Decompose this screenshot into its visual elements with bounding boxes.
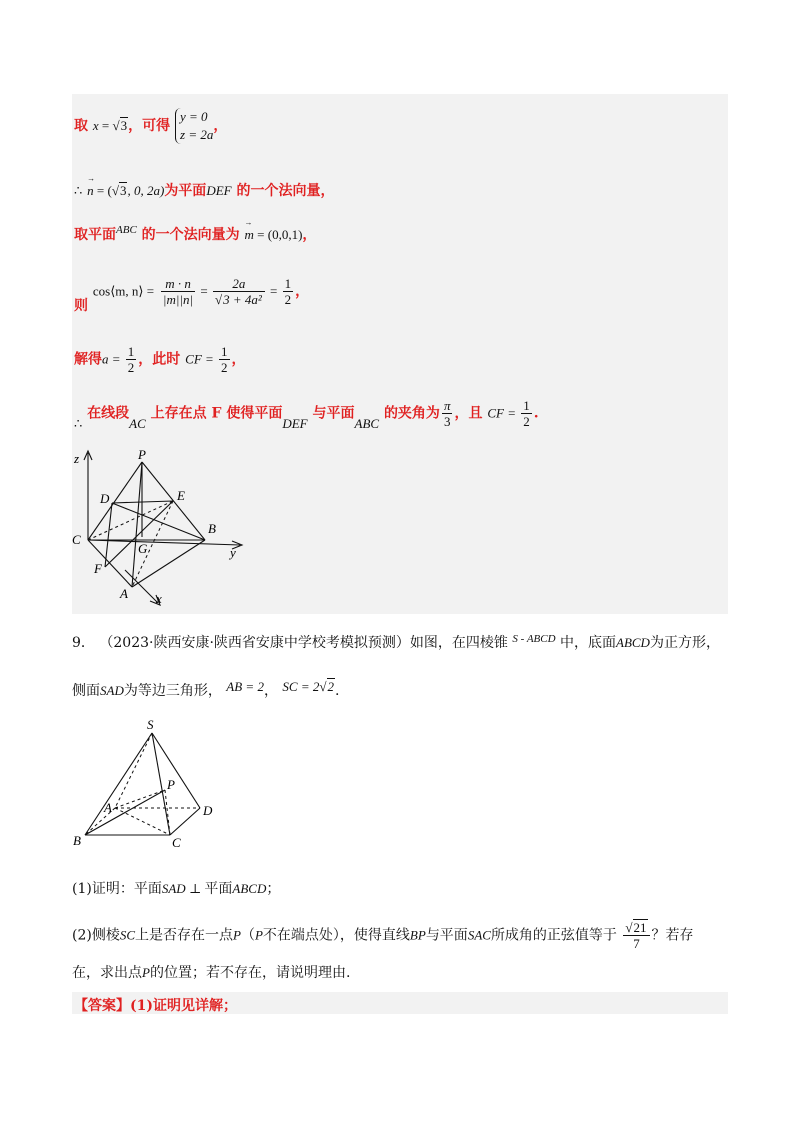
math-eq: =: [197, 283, 211, 299]
fraction-2a: $\frac{2a}{\text{√3 + 4a²}}$: [213, 276, 265, 307]
segment-ac: AC: [129, 415, 146, 431]
text: (2)侧棱: [72, 927, 120, 944]
solution-line-6: [74, 398, 539, 429]
problem-9-line-2: [72, 680, 339, 700]
plane-abc: ABC: [354, 415, 380, 431]
math-cos: cos⟨m, n⟩ =: [92, 283, 155, 299]
text: 与平面: [312, 405, 355, 422]
text: ；: [266, 881, 281, 897]
text: 的一个法向量为: [141, 227, 240, 243]
text: 为平面: [164, 183, 207, 199]
therefore-symbol: ∴: [74, 183, 83, 198]
text: ，可得: [128, 118, 171, 134]
text: ，: [302, 227, 317, 243]
math-x: x: [92, 118, 99, 133]
math-ab: AB = 2: [226, 679, 264, 694]
plane-sad: SAD: [161, 881, 186, 896]
solution-line-3: [74, 224, 316, 244]
fraction-sqrt21-7: $\frac{√21}{7}$: [623, 920, 649, 951]
base-name: ABCD: [616, 635, 650, 650]
math-rest: , 0, 2a): [127, 183, 165, 198]
text: ，: [213, 118, 228, 134]
label-y: y: [230, 545, 236, 560]
plane-def: DEF: [282, 415, 308, 431]
math-eq: = (: [93, 183, 112, 198]
label-p: P: [167, 777, 175, 792]
figure-2-pyramid: [70, 715, 240, 850]
line-bp: BP: [409, 927, 426, 943]
plane-def: DEF: [206, 183, 232, 198]
text: ，且: [454, 405, 483, 422]
solution-line-4: [74, 276, 310, 314]
label-a: A: [120, 586, 128, 601]
fraction-dot-product: $\frac{m \cdot n}{|m||n|}$: [162, 276, 194, 307]
vector-m: → m: [245, 227, 254, 243]
text: ，: [231, 351, 246, 368]
label-d: D: [203, 803, 213, 818]
fraction-half: $\frac{1}{2}$: [221, 344, 228, 375]
text: (1)证明：平面: [72, 881, 162, 897]
text: 解得: [74, 351, 102, 368]
label-e: E: [177, 488, 185, 503]
text: 上是否存在一点: [135, 927, 234, 944]
figure-1-tetrahedron: [70, 445, 260, 610]
problem-9-line-1: [72, 632, 720, 652]
text: 不在端点处），使得直线: [262, 927, 410, 944]
text: 侧面: [72, 683, 100, 699]
text: ，: [295, 283, 310, 300]
math-eq: = (0,0,1): [253, 227, 303, 242]
text: .: [533, 405, 539, 422]
perp-symbol: ⊥: [185, 881, 205, 896]
text: ，: [263, 683, 278, 699]
point-p: P: [233, 927, 241, 943]
text: 在，求出点: [72, 965, 142, 981]
fraction-half: $\frac{1}{2}$: [127, 344, 135, 375]
question-2-line-2: [72, 962, 350, 982]
text: ？若存: [651, 927, 694, 944]
label-p: P: [138, 447, 146, 462]
text: .: [335, 683, 340, 699]
label-b: B: [208, 521, 216, 536]
label-c: C: [72, 532, 81, 547]
plane-sac: SAC: [467, 927, 491, 943]
text: ，此时: [138, 351, 181, 368]
label-a: A: [104, 800, 112, 815]
label-f: F: [94, 561, 102, 576]
edge-sc: SC: [119, 927, 136, 943]
math-eq: =: [266, 283, 281, 299]
text: 的夹角为: [383, 405, 440, 422]
solution-line-1: 取 x = √3，可得 y = 0 z = 2a ，: [74, 109, 228, 142]
text: 的一个法向量，: [236, 183, 335, 199]
fraction-pi-3: $\frac{\pi}{3}$: [443, 398, 451, 429]
label-x: x: [156, 591, 162, 606]
fraction-half: $\frac{1}{2}$: [284, 276, 292, 307]
answer-label: 【答案】: [74, 998, 130, 1014]
answer-text: (1)证明见详解；: [130, 998, 237, 1014]
plane-abcd: ABCD: [232, 881, 267, 896]
text: 为正方形，: [649, 635, 720, 651]
pyramid-name: S - ABCD: [512, 633, 556, 645]
solution-line-5: [74, 344, 246, 375]
text: 取: [74, 118, 88, 134]
label-b: B: [73, 833, 81, 848]
text: 取平面: [74, 227, 116, 243]
label-g: G: [138, 541, 148, 556]
math-sqrt: 3: [119, 183, 127, 198]
point-p: P: [254, 927, 263, 943]
text: 所成角的正弦值等于: [490, 927, 617, 944]
label-z: z: [74, 451, 80, 466]
question-2-line-1: [72, 920, 694, 951]
fraction-half: $\frac{1}{2}$: [523, 398, 530, 429]
label-c: C: [172, 835, 181, 850]
problem-source: （2023·陕西安康·陕西省安康中学校考模拟预测）: [99, 635, 410, 651]
text: 如图，在四棱锥: [409, 635, 508, 651]
text: 为等边三角形，: [123, 683, 222, 699]
vector-n: → n: [87, 183, 94, 199]
math-sqrt: 3: [120, 118, 128, 133]
point-p: P: [142, 965, 150, 980]
text: 平面: [204, 881, 233, 897]
answer-line: [74, 995, 237, 1015]
question-1: [72, 878, 280, 898]
side-name: SAD: [100, 683, 124, 698]
math-a: a =: [102, 351, 124, 367]
label-s: S: [147, 717, 154, 732]
equation-system: y = 0 z = 2a: [175, 108, 213, 144]
text: 在线段: [87, 405, 130, 422]
therefore-symbol: ∴: [74, 415, 83, 431]
problem-number: 9．: [72, 635, 95, 651]
plane-abc: ABC: [116, 224, 137, 236]
math-cf: CF =: [185, 351, 218, 367]
label-d: D: [100, 491, 110, 506]
solution-line-2: ∴ → n = (√3, 0, 2a)为平面DEF 的一个法向量，: [74, 180, 334, 200]
text: 的位置；若不存在，请说明理由.: [149, 965, 351, 981]
text: （: [240, 927, 255, 944]
text: 中，底面: [560, 635, 616, 651]
text: 与平面: [425, 927, 468, 944]
math-sc: SC = 2√2: [282, 679, 334, 694]
text: 则: [74, 297, 88, 314]
math-cf: CF =: [487, 405, 520, 421]
text: 上存在点 F 使得平面: [150, 405, 283, 422]
math-eq: =: [98, 118, 113, 133]
